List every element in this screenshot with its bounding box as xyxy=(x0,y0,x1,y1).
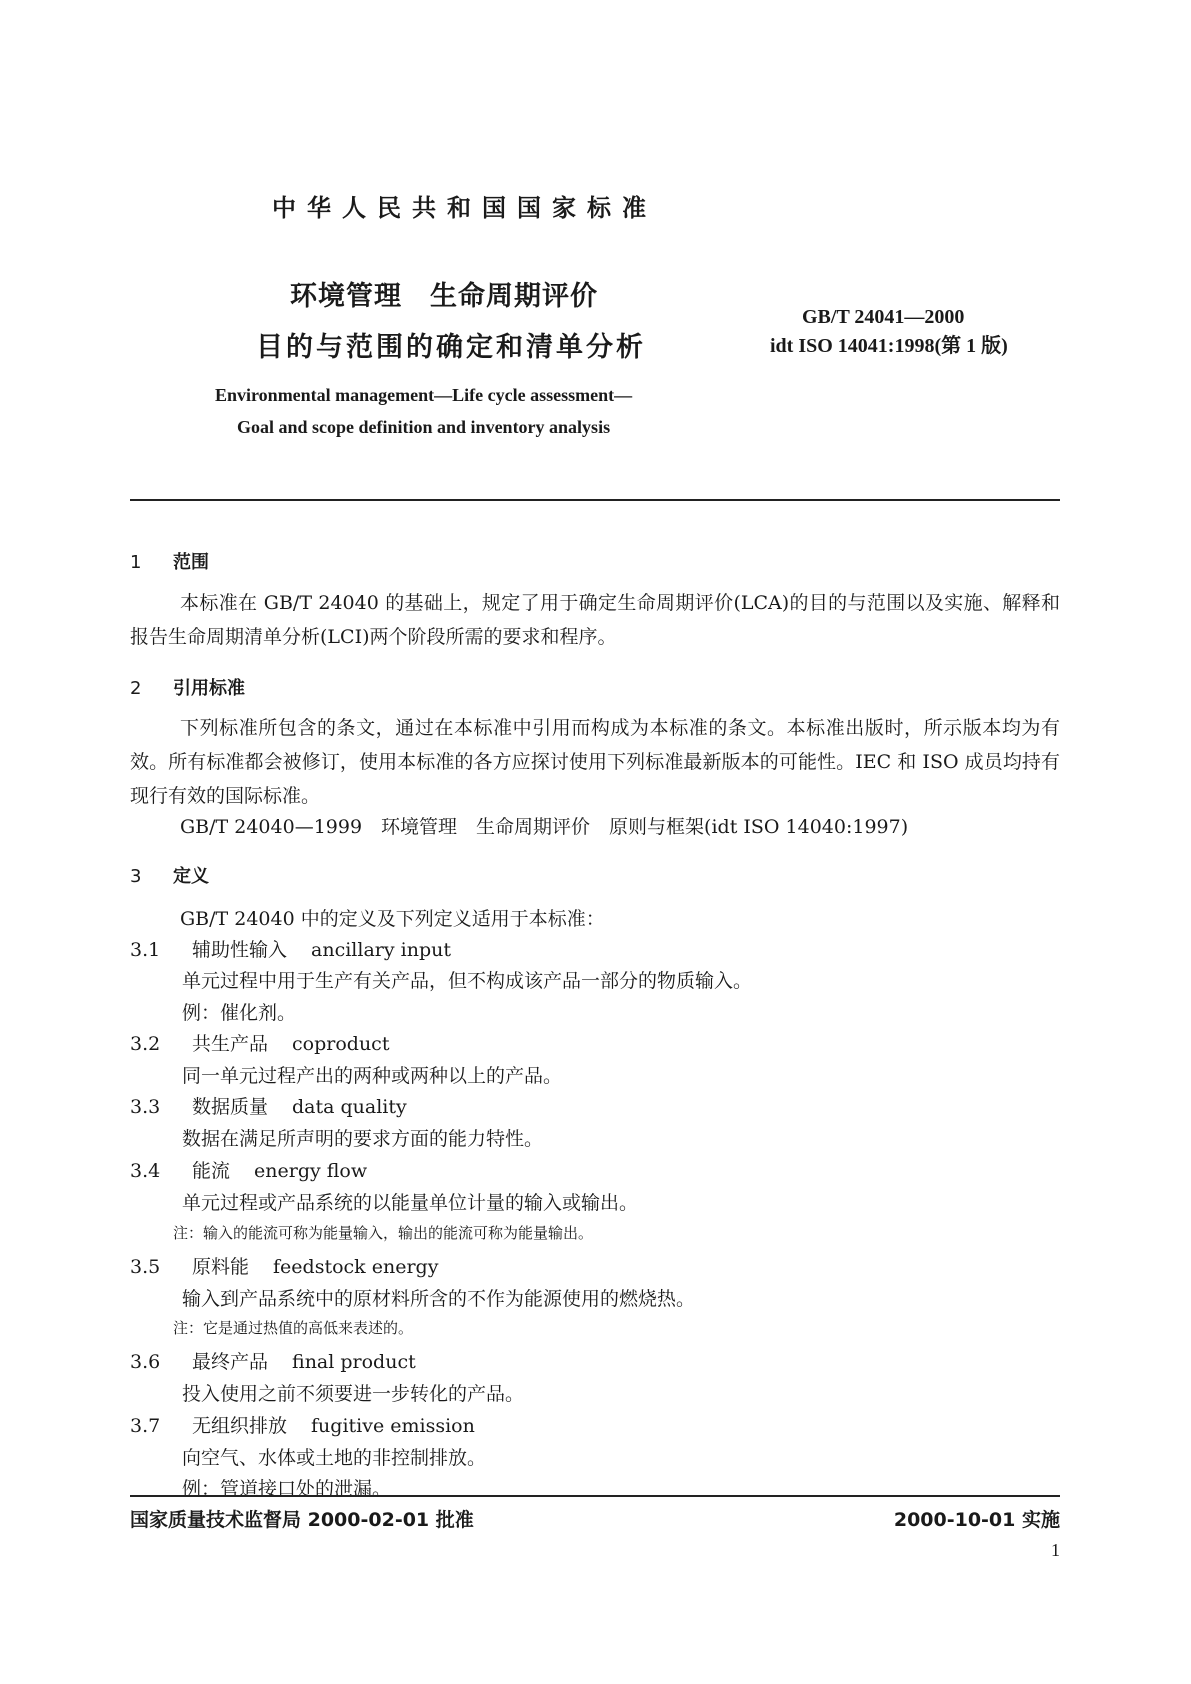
definition-term-row: 3.6 最终产品 final product xyxy=(130,1351,416,1373)
definition-example: 例：催化剂。 xyxy=(182,1002,297,1024)
title-chinese-line2: 目的与范围的确定和清单分析 xyxy=(256,332,646,362)
references-paragraph: 下列标准所包含的条文，通过在本标准中引用而构成为本标准的条文。本标准出版时，所示版本均为有效。所有标准都会被修订，使用本标准的各方应探讨使用下列标准最新版本的可能性。IEC 和 ISO 成员均持有现行有效的国际标准。 xyxy=(130,717,1060,807)
normative-reference-item: GB/T 24040—1999 环境管理 生命周期评价 原则与框架(idt ISO 14040:1997) xyxy=(180,816,909,838)
definition-text: 同一单元过程产出的两种或两种以上的产品。 xyxy=(182,1065,563,1087)
implementation-date: 2000-10-01 实施 xyxy=(893,1509,1060,1531)
approval-date: 国家质量技术监督局 2000-02-01 批准 xyxy=(130,1509,474,1531)
definition-term-row: 3.1 辅助性输入 ancillary input xyxy=(130,939,451,961)
section-heading-scope: 1 范围 xyxy=(130,552,209,573)
definition-text: 投入使用之前不须要进一步转化的产品。 xyxy=(182,1383,525,1405)
title-english-line1: Environmental management—Life cycle assessment— xyxy=(215,385,633,405)
header-divider xyxy=(130,499,1060,501)
definition-term-row: 3.7 无组织排放 fugitive emission xyxy=(130,1415,475,1437)
issuing-authority-title: 中华人民共和国国家标准 xyxy=(272,196,657,222)
definition-term-row: 3.3 数据质量 data quality xyxy=(130,1096,407,1118)
page-number: 1 xyxy=(1051,1540,1060,1560)
title-english-line2: Goal and scope definition and inventory analysis xyxy=(237,417,611,437)
definition-note: 注：它是通过热值的高低来表述的。 xyxy=(173,1319,414,1337)
definition-term-row: 3.4 能流 energy flow xyxy=(130,1160,368,1182)
definition-text: 数据在满足所声明的要求方面的能力特性。 xyxy=(182,1128,544,1150)
section-heading-definitions: 3 定义 xyxy=(130,866,209,887)
definition-term-row: 3.5 原料能 feedstock energy xyxy=(130,1256,439,1278)
definition-text: 向空气、水体或土地的非控制排放。 xyxy=(182,1447,487,1469)
footer-divider xyxy=(130,1495,1060,1497)
definition-text: 单元过程中用于生产有关产品，但不构成该产品一部分的物质输入。 xyxy=(182,970,753,992)
definition-term-row: 3.2 共生产品 coproduct xyxy=(130,1033,390,1055)
standard-number: GB/T 24041—2000 xyxy=(802,306,965,328)
title-chinese-line1: 环境管理 生命周期评价 xyxy=(290,281,598,311)
idt-reference: idt ISO 14041:1998(第 1 版) xyxy=(770,335,1008,357)
definition-text: 输入到产品系统中的原材料所含的不作为能源使用的燃烧热。 xyxy=(182,1288,696,1310)
scope-paragraph: 本标准在 GB/T 24040 的基础上，规定了用于确定生命周期评价(LCA)的目的与范围以及实施、解释和报告生命周期清单分析(LCI)两个阶段所需的要求和程序。 xyxy=(130,592,1060,648)
definition-example: 例：管道接口处的泄漏。 xyxy=(182,1478,392,1500)
definition-note: 注：输入的能流可称为能量输入，输出的能流可称为能量输出。 xyxy=(173,1224,594,1242)
section-heading-references: 2 引用标准 xyxy=(130,678,245,699)
definition-text: 单元过程或产品系统的以能量单位计量的输入或输出。 xyxy=(182,1192,639,1214)
definitions-intro: GB/T 24040 中的定义及下列定义适用于本标准： xyxy=(180,908,605,930)
